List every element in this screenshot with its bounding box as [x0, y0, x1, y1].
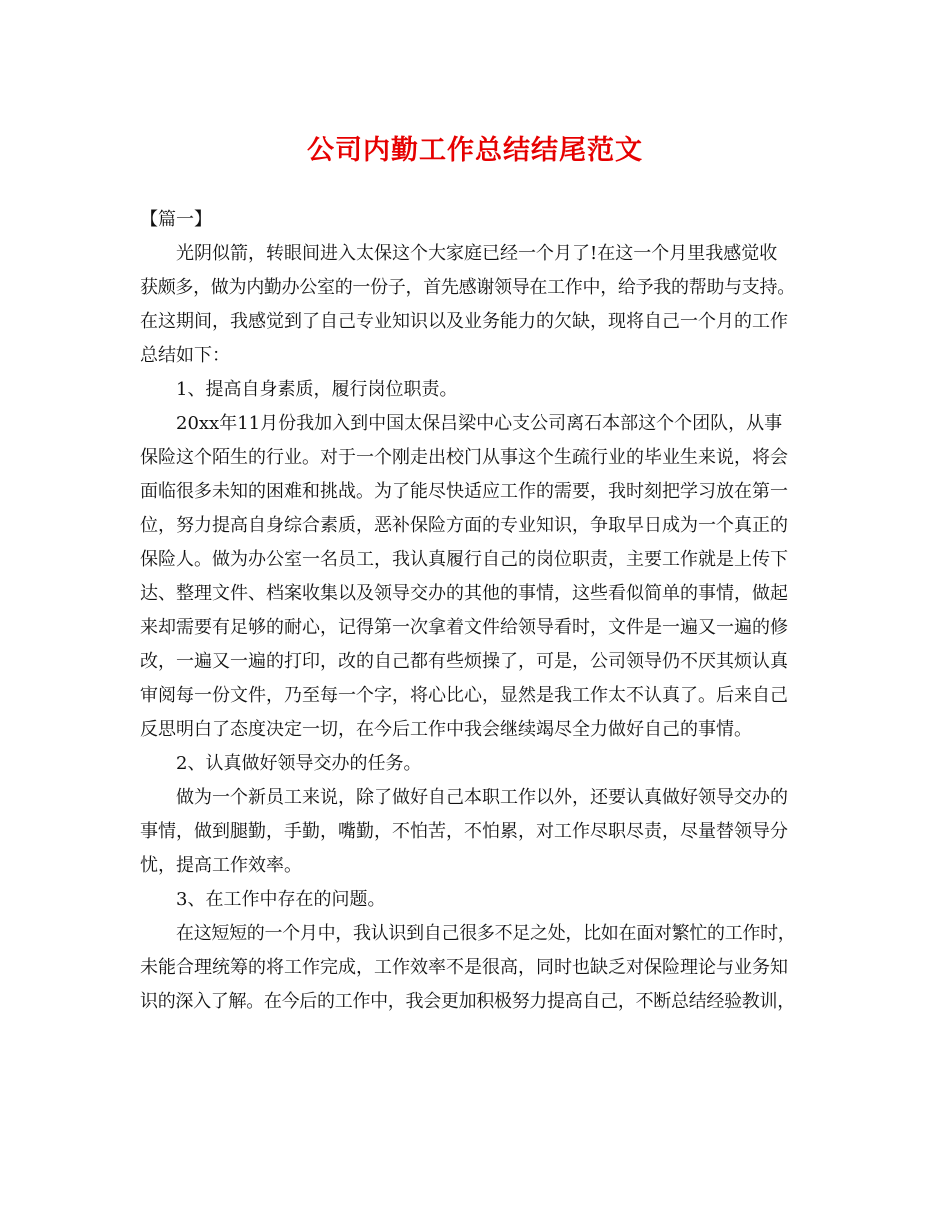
paragraph-line: 来却需要有足够的耐心，记得第一次拿着文件给领导看时，文件是一遍又一遍的修 — [140, 617, 788, 638]
paragraph-line: 获颇多，做为内勤办公室的一份子，首先感谢领导在工作中，给予我的帮助与支持。 — [140, 277, 795, 298]
paragraph-line: 反思明白了态度决定一切，在今后工作中我会继续竭尽全力做好自己的事情。 — [140, 719, 752, 740]
paragraph-line: 审阅每一份文件，乃至每一个字，将心比心，显然是我工作太不认真了。后来自己 — [140, 685, 788, 706]
paragraph-line: 总结如下： — [140, 345, 230, 366]
paragraph-line: 保险这个陌生的行业。对于一个刚走出校门从事这个生疏行业的毕业生来说，将会 — [140, 447, 788, 468]
section-label: 【篇一】 — [140, 209, 212, 230]
paragraph-line: 事情，做到腿勤，手勤，嘴勤，不怕苦，不怕累，对工作尽职尽责，尽量替领导分 — [140, 821, 788, 842]
paragraph-line: 忧，提高工作效率。 — [140, 855, 302, 876]
section-heading: 3、在工作中存在的问题。 — [176, 889, 386, 910]
document-title: 公司内勤工作总结结尾范文 — [307, 135, 643, 166]
section-heading: 2、认真做好领导交办的任务。 — [176, 753, 422, 774]
paragraph-line: 改，一遍又一遍的打印，改的自己都有些烦操了，可是，公司领导仍不厌其烦认真 — [140, 651, 788, 672]
paragraph-line: 在这短短的一个月中，我认识到自己很多不足之处，比如在面对繁忙的工作时， — [176, 923, 796, 944]
paragraph-line: 20xx年11月份我加入到中国太保吕梁中心支公司离石本部这个个团队，从事 — [176, 413, 783, 434]
paragraph-line: 位，努力提高自身综合素质，恶补保险方面的专业知识，争取早日成为一个真正的 — [140, 515, 788, 536]
paragraph-line: 保险人。做为办公室一名员工，我认真履行自己的岗位职责，主要工作就是上传下 — [140, 549, 788, 570]
paragraph-line: 面临很多未知的困难和挑战。为了能尽快适应工作的需要，我时刻把学习放在第一 — [140, 481, 788, 502]
section-heading: 1、提高自身素质，履行岗位职责。 — [176, 379, 458, 400]
paragraph-line: 达、整理文件、档案收集以及领导交办的其他的事情，这些看似简单的事情，做起 — [140, 583, 788, 604]
document-body — [140, 203, 820, 1019]
paragraph-line: 识的深入了解。在今后的工作中，我会更加积极努力提高自己，不断总结经验教训， — [140, 991, 795, 1012]
paragraph-line: 未能合理统筹的将工作完成，工作效率不是很高，同时也缺乏对保险理论与业务知 — [140, 957, 788, 978]
paragraph-line: 光阴似箭，转眼间进入太保这个大家庭已经一个月了!在这一个月里我感觉收 — [176, 243, 778, 264]
paragraph-line: 做为一个新员工来说，除了做好自己本职工作以外，还要认真做好领导交办的 — [176, 787, 788, 808]
paragraph-line: 在这期间，我感觉到了自己专业知识以及业务能力的欠缺，现将自己一个月的工作 — [140, 311, 788, 332]
